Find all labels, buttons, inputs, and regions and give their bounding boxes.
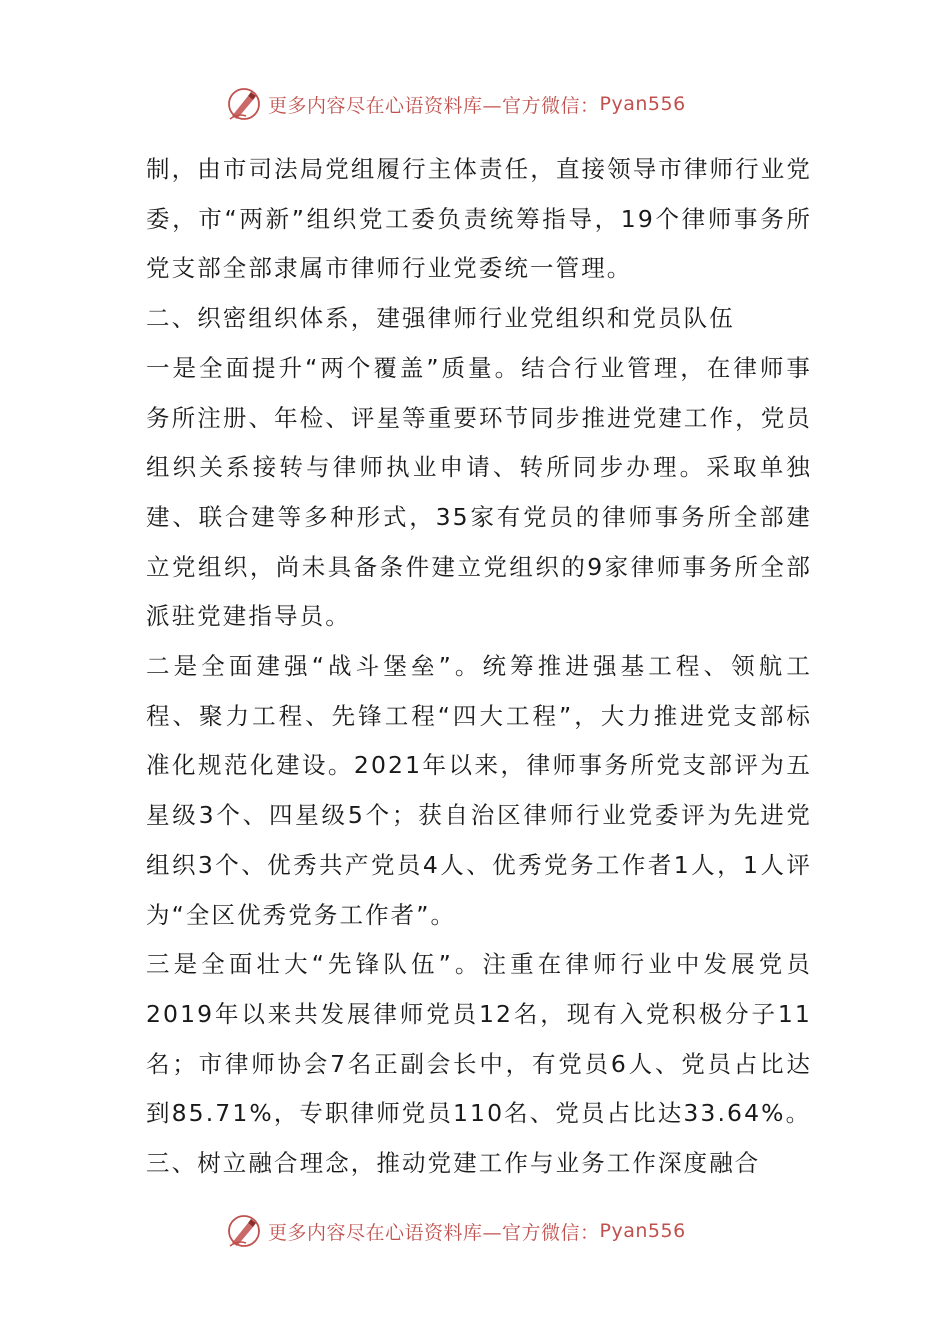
watermark-text: 更多内容尽在心语资料库—官方微信： <box>268 94 600 117</box>
paragraph-point-1: 一是全面提升“两个覆盖”质量。结合行业管理，在律师事务所注册、年检、评星等重要环节同步推进党建工作，党员组织关系接转与律师执业申请、转所同步办理。采取单独建、联合建等多种形式，35家有党员的律师事务所全部建立党组织，尚未具备条件建立党组织的9家律师事务所全部派驻党建指导员。 <box>146 353 812 631</box>
watermark-footer <box>226 1211 686 1251</box>
paragraph-continuation: 制，由市司法局党组履行主体责任，直接领导市律师行业党委，市“两新”组织党工委负责统筹指导，19个律师事务所党支部全部隶属市律师行业党委统一管理。 <box>146 155 812 283</box>
watermark-wechat-id: Pyan556 <box>599 93 686 115</box>
watermark-text: 更多内容尽在心语资料库—官方微信： <box>268 1221 600 1244</box>
pen-circle-logo-icon <box>226 86 262 122</box>
watermark-header <box>226 84 686 124</box>
watermark-wechat-id: Pyan556 <box>599 1220 686 1242</box>
section-heading-2: 二、织密组织体系，建强律师行业党组织和党员队伍 <box>146 304 735 333</box>
section-heading-3: 三、树立融合理念，推动党建工作与业务工作深度融合 <box>146 1149 761 1178</box>
paragraph-point-2: 二是全面建强“战斗堡垒”。统筹推进强基工程、领航工程、聚力工程、先锋工程“四大工程”，大力推进党支部标准化规范化建设。2021年以来，律师事务所党支部评为五星级3个、四星级5个；获自治区律师行业党委评为先进党组织3个、优秀共产党员4人、优秀党务工作者1人，1人评为“全区优秀党务工作者”。 <box>146 652 812 929</box>
pen-circle-logo-icon <box>226 1213 262 1249</box>
paragraph-point-3: 三是全面壮大“先锋队伍”。注重在律师行业中发展党员2019年以来共发展律师党员12名，现有入党积极分子11名；市律师协会7名正副会长中，有党员6人、党员占比达到85.71%，专职律师党员110名、党员占比达33.64%。 <box>146 950 812 1128</box>
document-body <box>146 145 812 1189</box>
